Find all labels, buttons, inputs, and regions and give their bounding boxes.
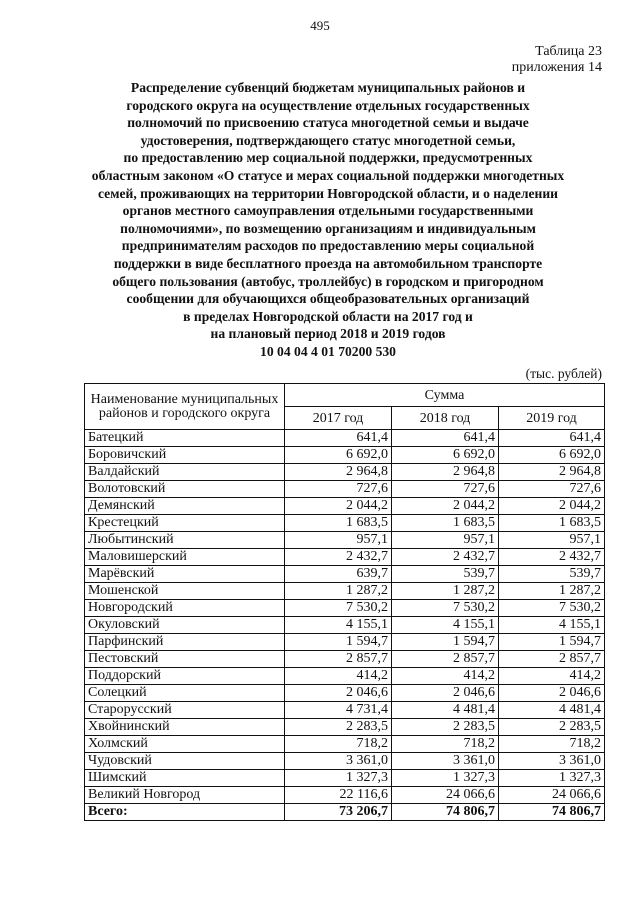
table-header-row xyxy=(85,384,605,407)
value-2018: 2 964,8 xyxy=(392,464,499,481)
page-number: 495 xyxy=(310,18,330,33)
district-name: Великий Новгород xyxy=(85,787,285,804)
value-2017: 2 283,5 xyxy=(285,719,392,736)
total-value-2019: 74 806,7 xyxy=(499,804,605,821)
units-label: (тыс. рублей) xyxy=(525,366,602,381)
table-row xyxy=(85,464,605,481)
value-2018: 7 530,2 xyxy=(392,600,499,617)
district-name: Валдайский xyxy=(85,464,285,481)
district-name: Чудовский xyxy=(85,753,285,770)
value-2018: 414,2 xyxy=(392,668,499,685)
value-2019: 414,2 xyxy=(499,668,605,685)
district-name: Батецкий xyxy=(85,430,285,447)
table-row xyxy=(85,787,605,804)
value-2017: 1 683,5 xyxy=(285,515,392,532)
title-line: органов местного самоуправления отдельными государственными xyxy=(122,203,534,219)
value-2019: 6 692,0 xyxy=(499,447,605,464)
value-2018: 4 155,1 xyxy=(392,617,499,634)
title-line: областным законом «О статусе и мерах социальной поддержки многодетных xyxy=(91,167,565,183)
value-2018: 3 361,0 xyxy=(392,753,499,770)
value-2019: 957,1 xyxy=(499,532,605,549)
title-line: предпринимателям расходов по предоставлению меры социальной xyxy=(121,238,535,254)
value-2019: 1 287,2 xyxy=(499,583,605,600)
value-2018: 1 287,2 xyxy=(392,583,499,600)
header-sum: Сумма xyxy=(285,384,605,407)
value-2019: 24 066,6 xyxy=(499,787,605,804)
district-name: Марёвский xyxy=(85,566,285,583)
value-2019: 2 046,6 xyxy=(499,685,605,702)
title-line: сообщении для обучающихся общеобразовательных организаций xyxy=(126,291,530,307)
table-row xyxy=(85,651,605,668)
table-row xyxy=(85,685,605,702)
value-2017: 4 155,1 xyxy=(285,617,392,634)
title-line: по предоставлению мер социальной поддержки, предусмотренных xyxy=(123,150,533,166)
value-2017: 727,6 xyxy=(285,481,392,498)
title-line: городского округа на осуществление отдельных государственных xyxy=(126,97,530,113)
title-line: Распределение субвенций бюджетам муниципальных районов и xyxy=(130,80,526,95)
value-2017: 3 361,0 xyxy=(285,753,392,770)
value-2019: 3 361,0 xyxy=(499,753,605,770)
table-row xyxy=(85,719,605,736)
total-value-2018: 74 806,7 xyxy=(392,804,499,821)
value-2019: 1 327,3 xyxy=(499,770,605,787)
value-2018: 1 683,5 xyxy=(392,515,499,532)
district-name: Демянский xyxy=(85,498,285,515)
total-value-2017: 73 206,7 xyxy=(285,804,392,821)
title-line: полномочиями», по возмещению организациям и индивидуальным xyxy=(120,220,536,236)
value-2019: 2 044,2 xyxy=(499,498,605,515)
district-name: Мошенской xyxy=(85,583,285,600)
value-2018: 1 594,7 xyxy=(392,634,499,651)
title-line: семей, проживающих на территории Новгородской области, и о наделении xyxy=(97,185,559,201)
table-row xyxy=(85,753,605,770)
table-row xyxy=(85,549,605,566)
table-row xyxy=(85,634,605,651)
value-2017: 1 594,7 xyxy=(285,634,392,651)
table-row xyxy=(85,515,605,532)
value-2019: 641,4 xyxy=(499,430,605,447)
value-2017: 2 432,7 xyxy=(285,549,392,566)
table-row xyxy=(85,566,605,583)
value-2018: 1 327,3 xyxy=(392,770,499,787)
title-line: в пределах Новгородской области на 2017 год и xyxy=(183,308,473,324)
value-2019: 2 964,8 xyxy=(499,464,605,481)
value-2019: 727,6 xyxy=(499,481,605,498)
district-name: Солецкий xyxy=(85,685,285,702)
district-name: Маловишерский xyxy=(85,549,285,566)
value-2018: 2 044,2 xyxy=(392,498,499,515)
table-row xyxy=(85,498,605,515)
title-line: поддержки в виде бесплатного проезда на автомобильном транспорте xyxy=(113,255,543,271)
value-2019: 1 594,7 xyxy=(499,634,605,651)
table-row xyxy=(85,447,605,464)
value-2017: 2 964,8 xyxy=(285,464,392,481)
table-row xyxy=(85,702,605,719)
value-2019: 4 481,4 xyxy=(499,702,605,719)
table-row xyxy=(85,617,605,634)
header-name: Наименование муниципальных районов и городского округа xyxy=(85,384,285,430)
value-2018: 2 432,7 xyxy=(392,549,499,566)
value-2017: 4 731,4 xyxy=(285,702,392,719)
value-2018: 727,6 xyxy=(392,481,499,498)
title-line: удостоверения, подтверждающего статус многодетной семьи, xyxy=(140,132,516,148)
table-row xyxy=(85,736,605,753)
value-2018: 24 066,6 xyxy=(392,787,499,804)
district-name: Шимский xyxy=(85,770,285,787)
title-line: полномочий по присвоению статуса многодетной семьи и выдаче xyxy=(127,115,529,131)
total-row xyxy=(85,804,605,821)
district-name: Любытинский xyxy=(85,532,285,549)
appendix-number: приложения 14 xyxy=(511,60,602,75)
district-name: Пестовский xyxy=(85,651,285,668)
value-2017: 22 116,6 xyxy=(285,787,392,804)
value-2017: 641,4 xyxy=(285,430,392,447)
table-row xyxy=(85,600,605,617)
total-label: Всего: xyxy=(85,804,285,821)
value-2019: 2 432,7 xyxy=(499,549,605,566)
district-name: Окуловский xyxy=(85,617,285,634)
value-2019: 4 155,1 xyxy=(499,617,605,634)
value-2017: 1 327,3 xyxy=(285,770,392,787)
value-2017: 2 857,7 xyxy=(285,651,392,668)
value-2017: 414,2 xyxy=(285,668,392,685)
value-2018: 2 046,6 xyxy=(392,685,499,702)
value-2018: 6 692,0 xyxy=(392,447,499,464)
value-2017: 2 046,6 xyxy=(285,685,392,702)
value-2019: 2 283,5 xyxy=(499,719,605,736)
district-name: Новгородский xyxy=(85,600,285,617)
district-name: Крестецкий xyxy=(85,515,285,532)
value-2019: 718,2 xyxy=(499,736,605,753)
value-2017: 6 692,0 xyxy=(285,447,392,464)
value-2017: 639,7 xyxy=(285,566,392,583)
value-2018: 4 481,4 xyxy=(392,702,499,719)
table-number: Таблица 23 xyxy=(535,44,602,59)
table-row xyxy=(85,583,605,600)
value-2017: 1 287,2 xyxy=(285,583,392,600)
table-row xyxy=(85,430,605,447)
district-name: Хвойнинский xyxy=(85,719,285,736)
district-name: Холмский xyxy=(85,736,285,753)
value-2018: 957,1 xyxy=(392,532,499,549)
value-2019: 2 857,7 xyxy=(499,651,605,668)
title-line: 10 04 04 4 01 70200 530 xyxy=(260,343,396,359)
value-2019: 7 530,2 xyxy=(499,600,605,617)
title-line: на плановый период 2018 и 2019 годов xyxy=(210,326,446,342)
district-name: Боровичский xyxy=(85,447,285,464)
value-2019: 539,7 xyxy=(499,566,605,583)
value-2017: 7 530,2 xyxy=(285,600,392,617)
table-row xyxy=(85,770,605,787)
district-name: Волотовский xyxy=(85,481,285,498)
district-name: Поддорский xyxy=(85,668,285,685)
header-year-2018: 2018 год xyxy=(392,407,499,430)
value-2018: 539,7 xyxy=(392,566,499,583)
title-line: общего пользования (автобус, троллейбус) в городском и пригородном xyxy=(112,273,544,289)
value-2018: 641,4 xyxy=(392,430,499,447)
document-title xyxy=(88,79,568,361)
header-year-2019: 2019 год xyxy=(499,407,605,430)
table-row xyxy=(85,532,605,549)
table-reference xyxy=(512,44,602,76)
value-2018: 2 283,5 xyxy=(392,719,499,736)
value-2017: 718,2 xyxy=(285,736,392,753)
value-2019: 1 683,5 xyxy=(499,515,605,532)
table-row xyxy=(85,481,605,498)
district-name: Старорусский xyxy=(85,702,285,719)
value-2017: 2 044,2 xyxy=(285,498,392,515)
table-row xyxy=(85,668,605,685)
value-2018: 2 857,7 xyxy=(392,651,499,668)
value-2018: 718,2 xyxy=(392,736,499,753)
subvention-table xyxy=(84,383,605,821)
header-year-2017: 2017 год xyxy=(285,407,392,430)
value-2017: 957,1 xyxy=(285,532,392,549)
district-name: Парфинский xyxy=(85,634,285,651)
